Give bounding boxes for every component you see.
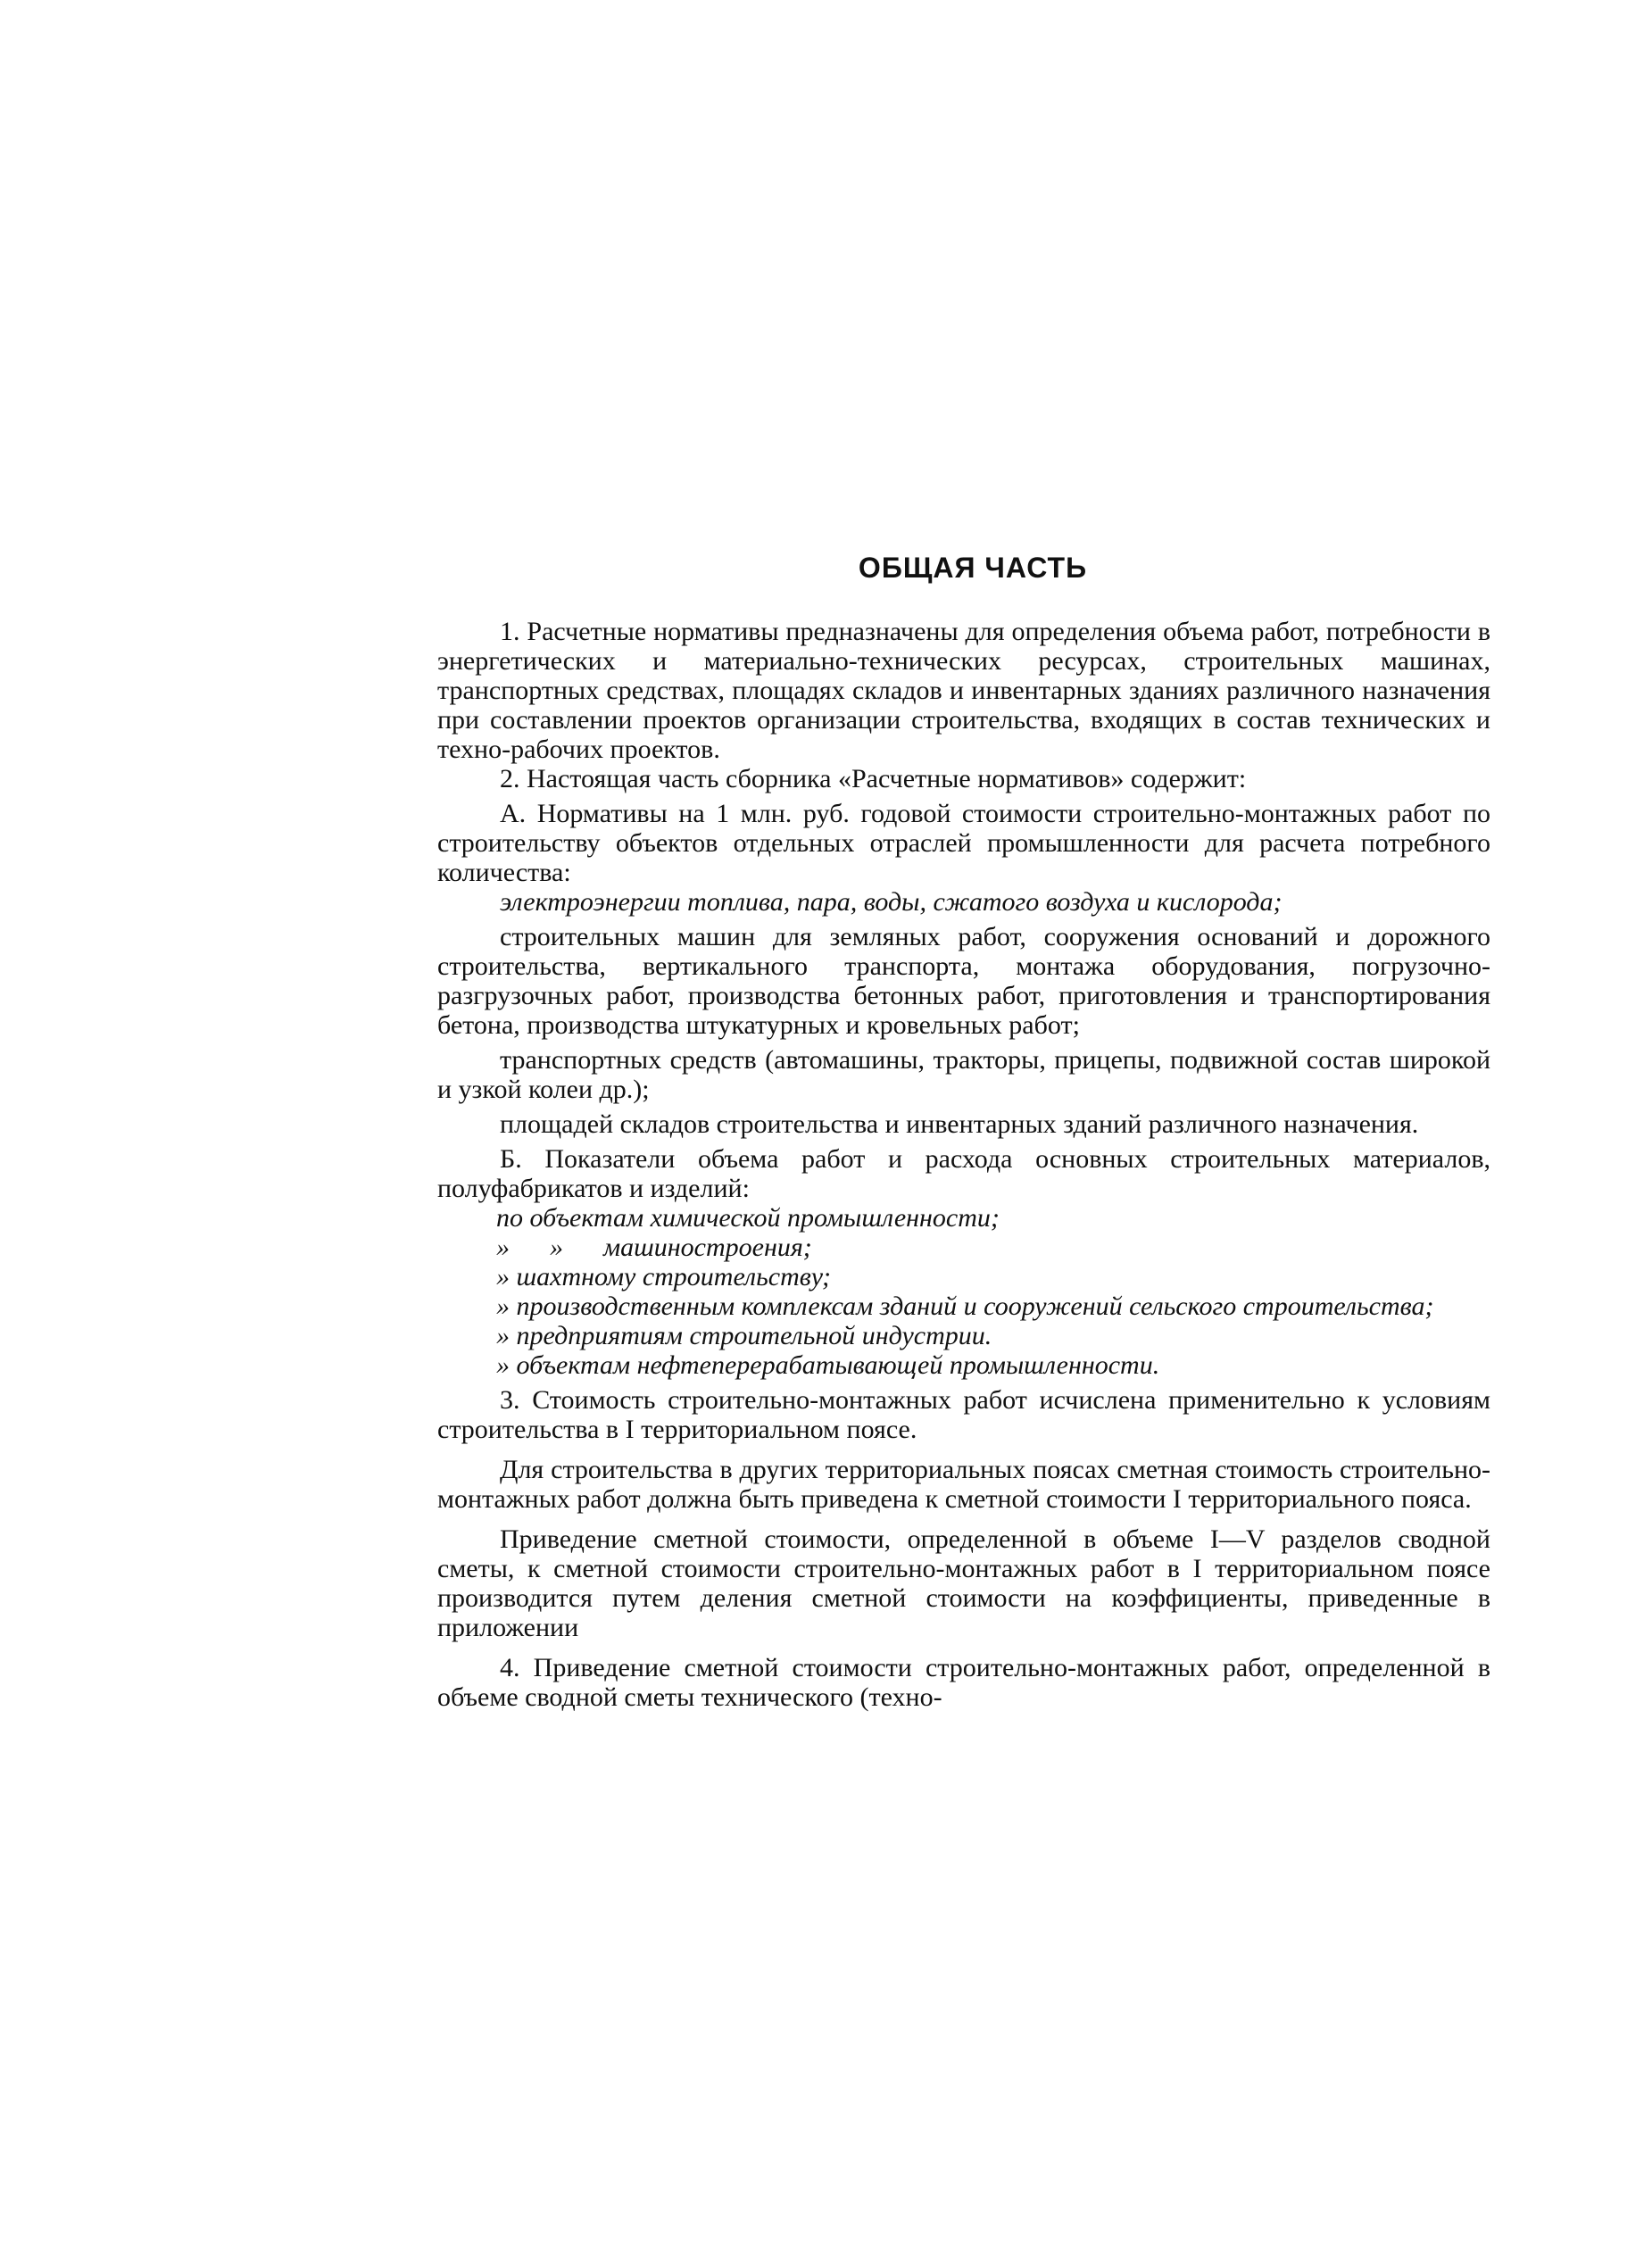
list-item: » объектам нефтеперерабатывающей промышленности. — [496, 1350, 1160, 1380]
paragraph-b: Б. Показатели объема работ и расхода основных строительных материалов, полуфабрикатов и изделий: — [437, 1144, 1490, 1203]
paragraph-a: А. Нормативы на 1 млн. руб. годовой стоимости строительно-монтажных работ по строительству объектов отдельных отраслей промышленности для расчета потребного количества: — [437, 799, 1490, 887]
list-item: » производственным комплексам зданий и сооружений сельского строительства; — [496, 1291, 1434, 1321]
list-item: » » машиностроения; — [496, 1233, 812, 1262]
list-item: » предприятиям строительной индустрии. — [496, 1321, 992, 1350]
document-body — [437, 553, 1490, 1712]
paragraph-a-item-3: транспортных средств (автомашины, тракторы, прицепы, подвижной состав широкой и узкой колеи др.); — [437, 1045, 1490, 1104]
paragraph-3: 3. Стоимость строительно-монтажных работ исчислена применительно к условиям строительства в I территориальном поясе. — [437, 1385, 1490, 1444]
page-title: ОБЩАЯ ЧАСТЬ — [858, 552, 1088, 584]
paragraph-a-item-2: строительных машин для земляных работ, сооружения оснований и дорожного строительства, вертикального транспорта, монтажа оборудования, погрузочно-разгрузочных работ, производства бетонных работ, приготовления и транспортирования бетона, производства штукатурных и кровельных работ; — [437, 922, 1490, 1040]
list-item: по объектам химической промышленности; — [496, 1203, 1000, 1233]
paragraph-2: 2. Настоящая часть сборника «Расчетные нормативов» содержит: — [500, 764, 1247, 793]
paragraph-3c: Приведение сметной стоимости, определенной в объеме I—V разделов сводной сметы, к сметной стоимости строительно-монтажных работ в I территориальном поясе производится путем деления сметной стоимости на коэффициенты, приведенные в приложении — [437, 1524, 1490, 1642]
paragraph-b-list — [437, 1203, 1490, 1380]
paragraph-4: 4. Приведение сметной стоимости строительно-монтажных работ, определенной в объеме сводной сметы технического (техно- — [437, 1653, 1490, 1712]
paragraph-a-item-1: электроэнергии топлива, пара, воды, сжатого воздуха и кислорода; — [500, 887, 1283, 917]
paragraph-1: 1. Расчетные нормативы предназначены для определения объема работ, потребности в энергетических и материально-технических ресурсах, строительных машинах, транспортных средствах, площадях складов и инвентарных зданиях различного назначения при составлении проектов организации строительства, входящих в состав технических и техно-рабочих проектов. — [437, 617, 1490, 764]
paragraph-3b: Для строительства в других территориальных поясах сметная стоимость строительно-монтажных работ должна быть приведена к сметной стоимости I территориального пояса. — [437, 1455, 1490, 1514]
paragraph-a-item-4: площадей складов строительства и инвентарных зданий различного назначения. — [500, 1109, 1419, 1139]
list-item: » шахтному строительству; — [496, 1262, 831, 1291]
